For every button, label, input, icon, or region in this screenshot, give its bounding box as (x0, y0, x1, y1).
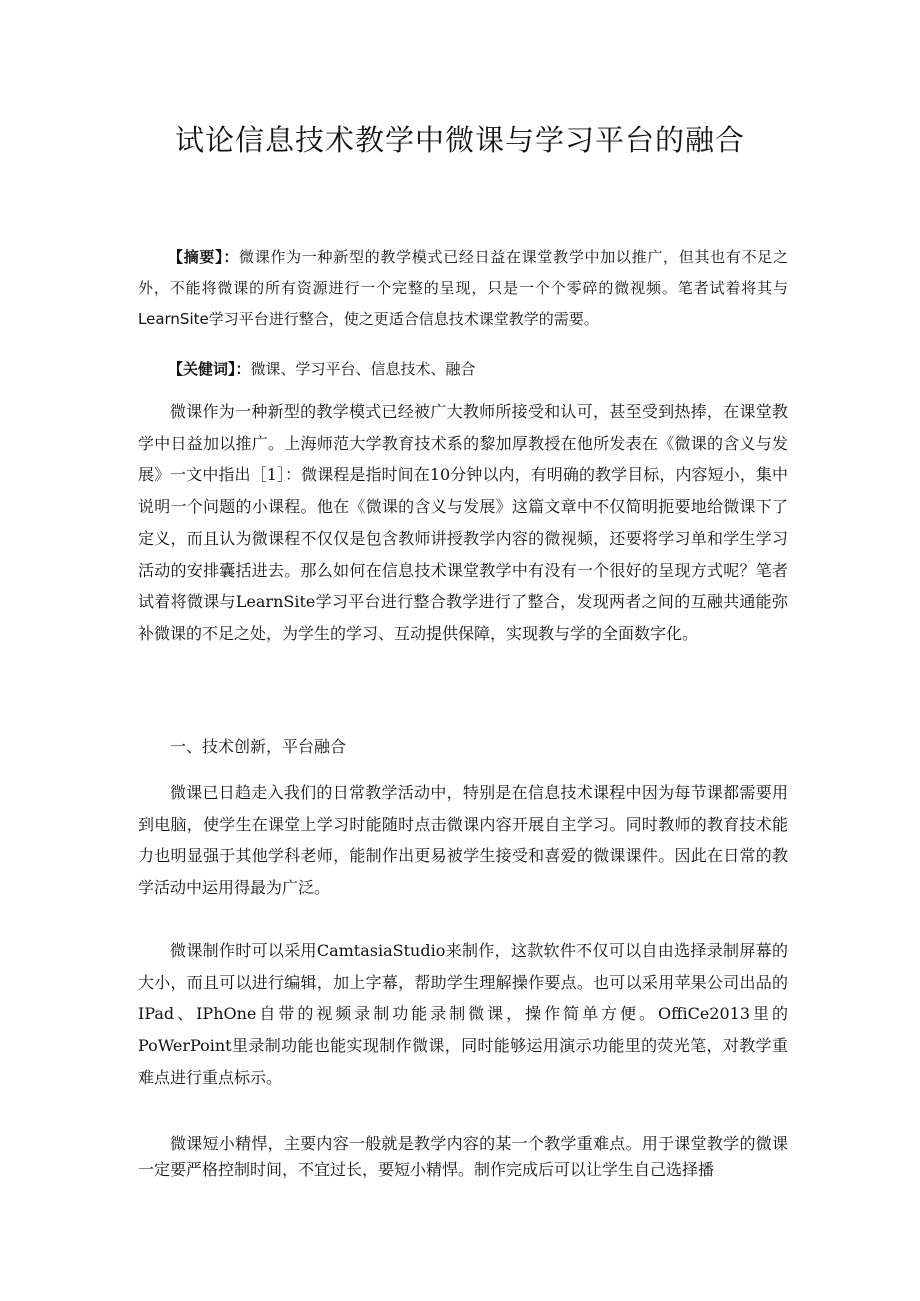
abstract-text: 微课作为一种新型的教学模式已经日益在课堂教学中加以推广，但其也有不足之外，不能将微课的所有资源进行一个完整的呈现，只是一个个零碎的微视频。笔者试着将其与LearnSite学习平台进行整合，使之更适合信息技术课堂教学的需要。 (138, 248, 788, 328)
keywords-label: 【关健词】： (168, 360, 251, 378)
keywords (138, 354, 788, 385)
section-heading: 一、技术创新，平台融合 (170, 737, 347, 756)
body-paragraph: 微课作为一种新型的教学模式已经被广大教师所接受和认可，甚至受到热捧，在课堂教学中日益加以推广。上海师范大学教育技术系的黎加厚教授在他所发表在《微课的含义与发展》一文中指出［1］：微课程是指时间在10分钟以内，有明确的教学目标，内容短小，集中说明一个问题的小课程。他在《微课的含义与发展》这篇文章中不仅简明扼要地给微课下了定义，而且认为微课程不仅仅是包含教师讲授教学内容的微视频，还要将学习单和学生学习活动的安排囊括进去。那么如何在信息技术课堂教学中有没有一个很好的呈现方式呢？笔者试着将微课与LearnSite学习平台进行整合教学进行了整合，发现两者之间的互融共通能弥补微课的不足之处，为学生的学习、互动提供保障，实现教与学的全面数字化。 (138, 402, 788, 643)
body-paragraph: 微课已日趋走入我们的日常教学活动中，特别是在信息技术课程中因为每节课都需要用到电脑，使学生在课堂上学习时能随时点击微课内容开展自主学习。同时教师的教育技术能力也明显强于其他学科老师，能制作出更易被学生接受和喜爱的微课课件。因此在日常的教学活动中运用得最为广泛。 (138, 783, 788, 898)
abstract-label: 【摘要】： (168, 248, 240, 266)
body-paragraph: 微课制作时可以采用CamtasiaStudio来制作，这款软件不仅可以自由选择录制屏幕的大小，而且可以进行编辑，加上字幕，帮助学生理解操作要点。也可以采用苹果公司出品的IPad、IPhOne自带的视频录制功能录制微课，操作简单方便。OffiCe2013里的PoWerPoint里录制功能也能实现制作微课，同时能够运用演示功能里的荧光笔，对教学重难点进行重点标示。 (138, 941, 788, 1087)
document-title: 试论信息技术教学中微课与学习平台的融合 (174, 123, 745, 157)
abstract (138, 242, 788, 335)
keywords-text: 微课、学习平台、信息技术、融合 (250, 360, 476, 378)
body-paragraph: 微课短小精悍，主要内容一般就是教学内容的某一个教学重难点。用于课堂教学的微课一定要严格控制时间，不宜过长，要短小精悍。制作完成后可以让学生自己选择播 (138, 1134, 788, 1179)
